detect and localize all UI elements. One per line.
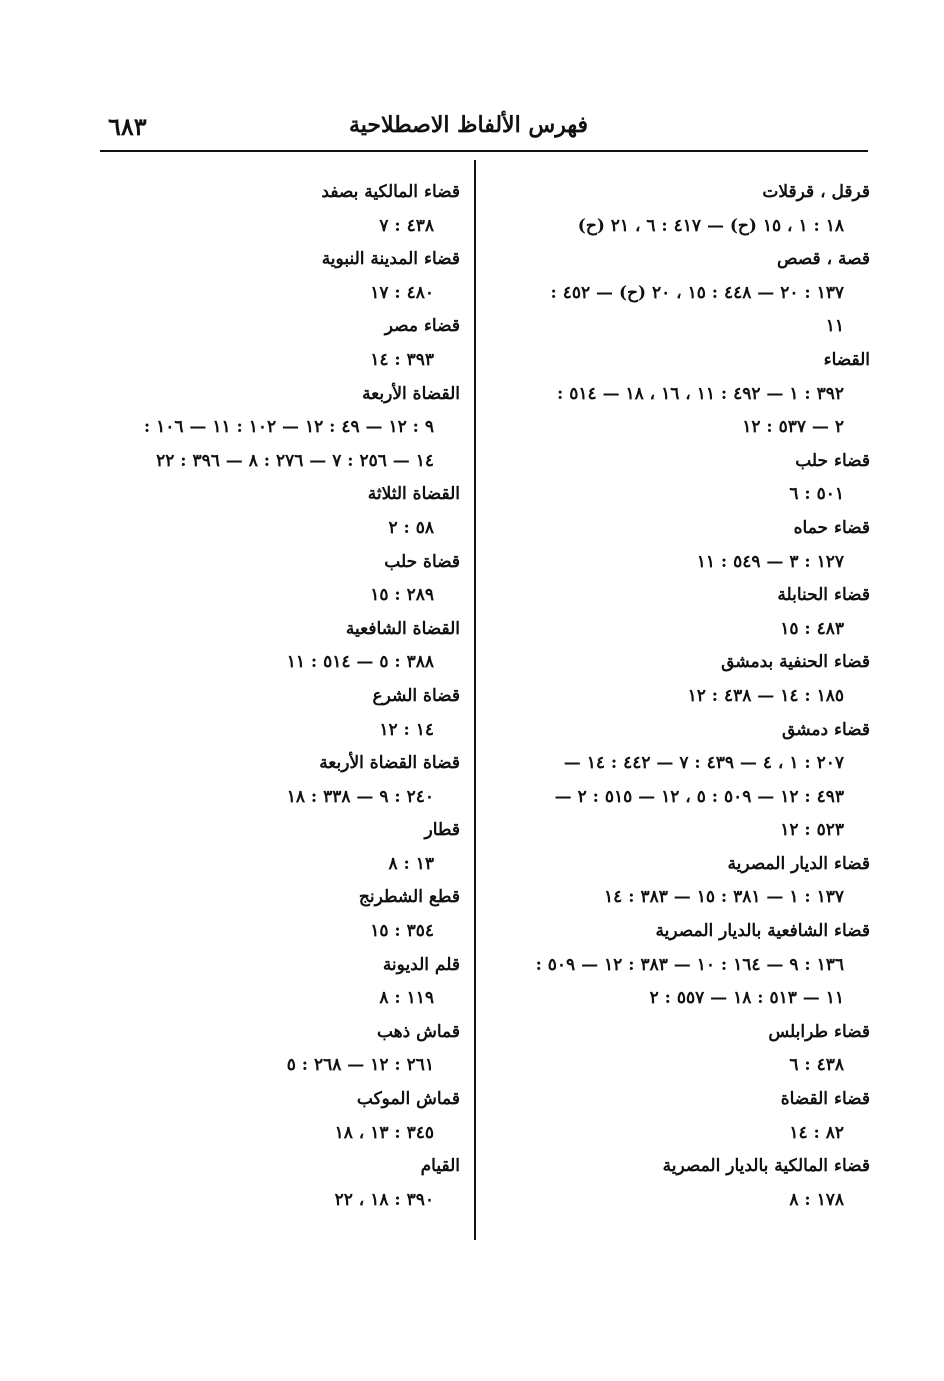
index-reference: ١١٩ : ٨	[379, 988, 434, 1009]
index-reference: ١٤ — ٢٥٦ : ٧ — ٢٧٦ : ٨ — ٣٩٦ : ٢٢	[156, 450, 434, 471]
index-entry	[80, 176, 460, 243]
index-entry	[80, 949, 460, 1016]
index-reference: ٢٤٠ : ٩ — ٣٣٨ : ١٨	[286, 786, 434, 807]
index-entry	[80, 546, 460, 613]
index-term: قضاة الشرع	[372, 685, 460, 706]
index-entry	[498, 848, 870, 915]
index-entry	[80, 1016, 460, 1083]
index-entry	[80, 814, 460, 881]
index-reference: ٣٨٨ : ٥ — ٥١٤ : ١١	[286, 652, 434, 673]
index-entry	[498, 1083, 870, 1150]
index-term: القضاة الأربعة	[362, 383, 460, 404]
index-term: قضاء مصر	[384, 316, 460, 337]
index-reference: ٢٨٩ : ١٥	[370, 585, 434, 606]
index-term: قضاء الديار المصرية	[727, 853, 870, 874]
index-entry	[498, 344, 870, 445]
header-rule	[100, 150, 868, 152]
index-entry	[498, 243, 870, 344]
index-term: قضاء حماه	[793, 517, 870, 538]
index-term: القيام	[420, 1156, 460, 1177]
page-header	[100, 112, 868, 152]
index-reference: ٥٨ : ٢	[388, 517, 434, 538]
index-reference: ١٣ : ٨	[388, 853, 434, 874]
index-term: قضاء المالكية بالديار المصرية	[662, 1156, 870, 1177]
index-reference: ٣٩٢ : ١ — ٤٩٢ : ١١ ، ١٦ ، ١٨ — ٥١٤ :	[557, 383, 844, 404]
index-term: قضاء المالكية بصفد	[321, 182, 460, 202]
index-entry	[80, 747, 460, 814]
index-reference: ٥٢٣ : ١٢	[780, 820, 844, 841]
index-reference: ٨٢ : ١٤	[789, 1122, 844, 1143]
index-term: القضاء	[823, 349, 870, 370]
index-term: قصة ، قصص	[776, 249, 870, 270]
index-column-left	[80, 176, 460, 1217]
index-entry	[80, 243, 460, 310]
index-reference: ٤٣٨ : ٧	[379, 215, 434, 236]
index-term: قضاء الحنفية بدمشق	[721, 652, 870, 673]
index-entry	[80, 680, 460, 747]
index-term: قضاة حلب	[384, 551, 460, 572]
index-entry	[80, 310, 460, 377]
index-reference: ٢٦١ : ١٢ — ٢٦٨ : ٥	[286, 1055, 434, 1076]
column-divider	[474, 160, 476, 1240]
index-entry	[498, 579, 870, 646]
index-reference: ٣٩٣ : ١٤	[370, 349, 434, 370]
index-reference: ١٣٧ : ١ — ٣٨١ : ١٥ — ٣٨٣ : ١٤	[604, 887, 844, 908]
index-reference: ١٨٥ : ١٤ — ٤٣٨ : ١٢	[687, 685, 844, 706]
page-number: ٦٨٣	[108, 112, 147, 141]
index-reference: ١٣٦ : ٩ — ١٦٤ : ١٠ — ٣٨٣ : ١٢ — ٥٠٩ :	[535, 954, 844, 975]
page-title: فهرس الألفاظ الاصطلاحية	[348, 112, 588, 138]
index-term: قرقل ، قرقلات	[762, 182, 870, 202]
index-reference: ٢ — ٥٣٧ : ١٢	[742, 417, 844, 438]
index-entry	[498, 512, 870, 579]
index-entry	[80, 478, 460, 545]
index-reference: ٤٣٨ : ٦	[789, 1055, 844, 1076]
index-term: قضاء دمشق	[782, 719, 870, 740]
index-reference: ١٤ : ١٢	[379, 719, 434, 740]
index-entry	[80, 378, 460, 479]
index-entry	[498, 714, 870, 848]
index-term: قضاء الشافعية بالديار المصرية	[655, 921, 870, 942]
index-entry	[498, 1150, 870, 1217]
index-term: قضاء طرابلس	[768, 1021, 870, 1042]
index-reference: ١٣٧ : ٢٠ — ٤٤٨ : ١٥ ، ٢٠ (ح) — ٤٥٢ :	[550, 282, 844, 303]
index-reference: ١١ — ٥١٣ : ١٨ — ٥٥٧ : ٢	[649, 988, 844, 1009]
index-reference: ٤٨٣ : ١٥	[780, 618, 844, 639]
index-reference: ١٨ : ١ ، ١٥ (ح) — ٤١٧ : ٦ ، ٢١ (ح)	[577, 215, 844, 236]
index-reference: ٢٠٧ : ١ ، ٤ — ٤٣٩ : ٧ — ٤٤٢ : ١٤ —	[563, 753, 844, 774]
index-reference: ٩ : ١٢ — ٤٩ : ١٢ — ١٠٢ : ١١ — ١٠٦ :	[143, 417, 434, 438]
index-reference: ١١	[825, 316, 844, 337]
index-reference: ١٧٨ : ٨	[789, 1189, 844, 1210]
index-term: قطع الشطرنج	[358, 887, 460, 908]
index-entry	[498, 915, 870, 1016]
index-reference: ٤٩٣ : ١٢ — ٥٠٩ : ٥ ، ١٢ — ٥١٥ : ٢ —	[554, 786, 844, 807]
index-term: قضاة القضاة الأربعة	[319, 753, 460, 774]
index-entry	[80, 613, 460, 680]
index-column-right	[498, 176, 870, 1217]
index-term: قضاء المدينة النبوية	[321, 249, 460, 270]
index-term: قلم الديونة	[382, 954, 460, 975]
index-term: القضاة الشافعية	[345, 618, 460, 639]
index-reference: ٣٤٥ : ١٣ ، ١٨	[334, 1122, 434, 1143]
index-entry	[498, 445, 870, 512]
index-term: قماش الموكب	[356, 1089, 460, 1110]
index-reference: ٣٥٤ : ١٥	[370, 921, 434, 942]
index-entry	[498, 1016, 870, 1083]
index-reference: ١٢٧ : ٣ — ٥٤٩ : ١١	[696, 551, 844, 572]
index-reference: ٣٩٠ : ١٨ ، ٢٢	[334, 1189, 434, 1210]
index-term: القضاة الثلاثة	[367, 484, 460, 505]
index-term: قضاء الحنابلة	[777, 585, 870, 606]
index-entry	[80, 1150, 460, 1217]
index-entry	[498, 646, 870, 713]
index-entry	[498, 176, 870, 243]
index-term: قطار	[424, 820, 460, 841]
index-term: قماش ذهب	[376, 1021, 460, 1042]
index-term: قضاء القضاة	[780, 1089, 870, 1110]
index-term: قضاء حلب	[795, 450, 870, 471]
index-entry	[80, 1083, 460, 1150]
index-reference: ٤٨٠ : ١٧	[370, 282, 434, 303]
index-entry	[80, 881, 460, 948]
index-reference: ٥٠١ : ٦	[789, 484, 844, 505]
